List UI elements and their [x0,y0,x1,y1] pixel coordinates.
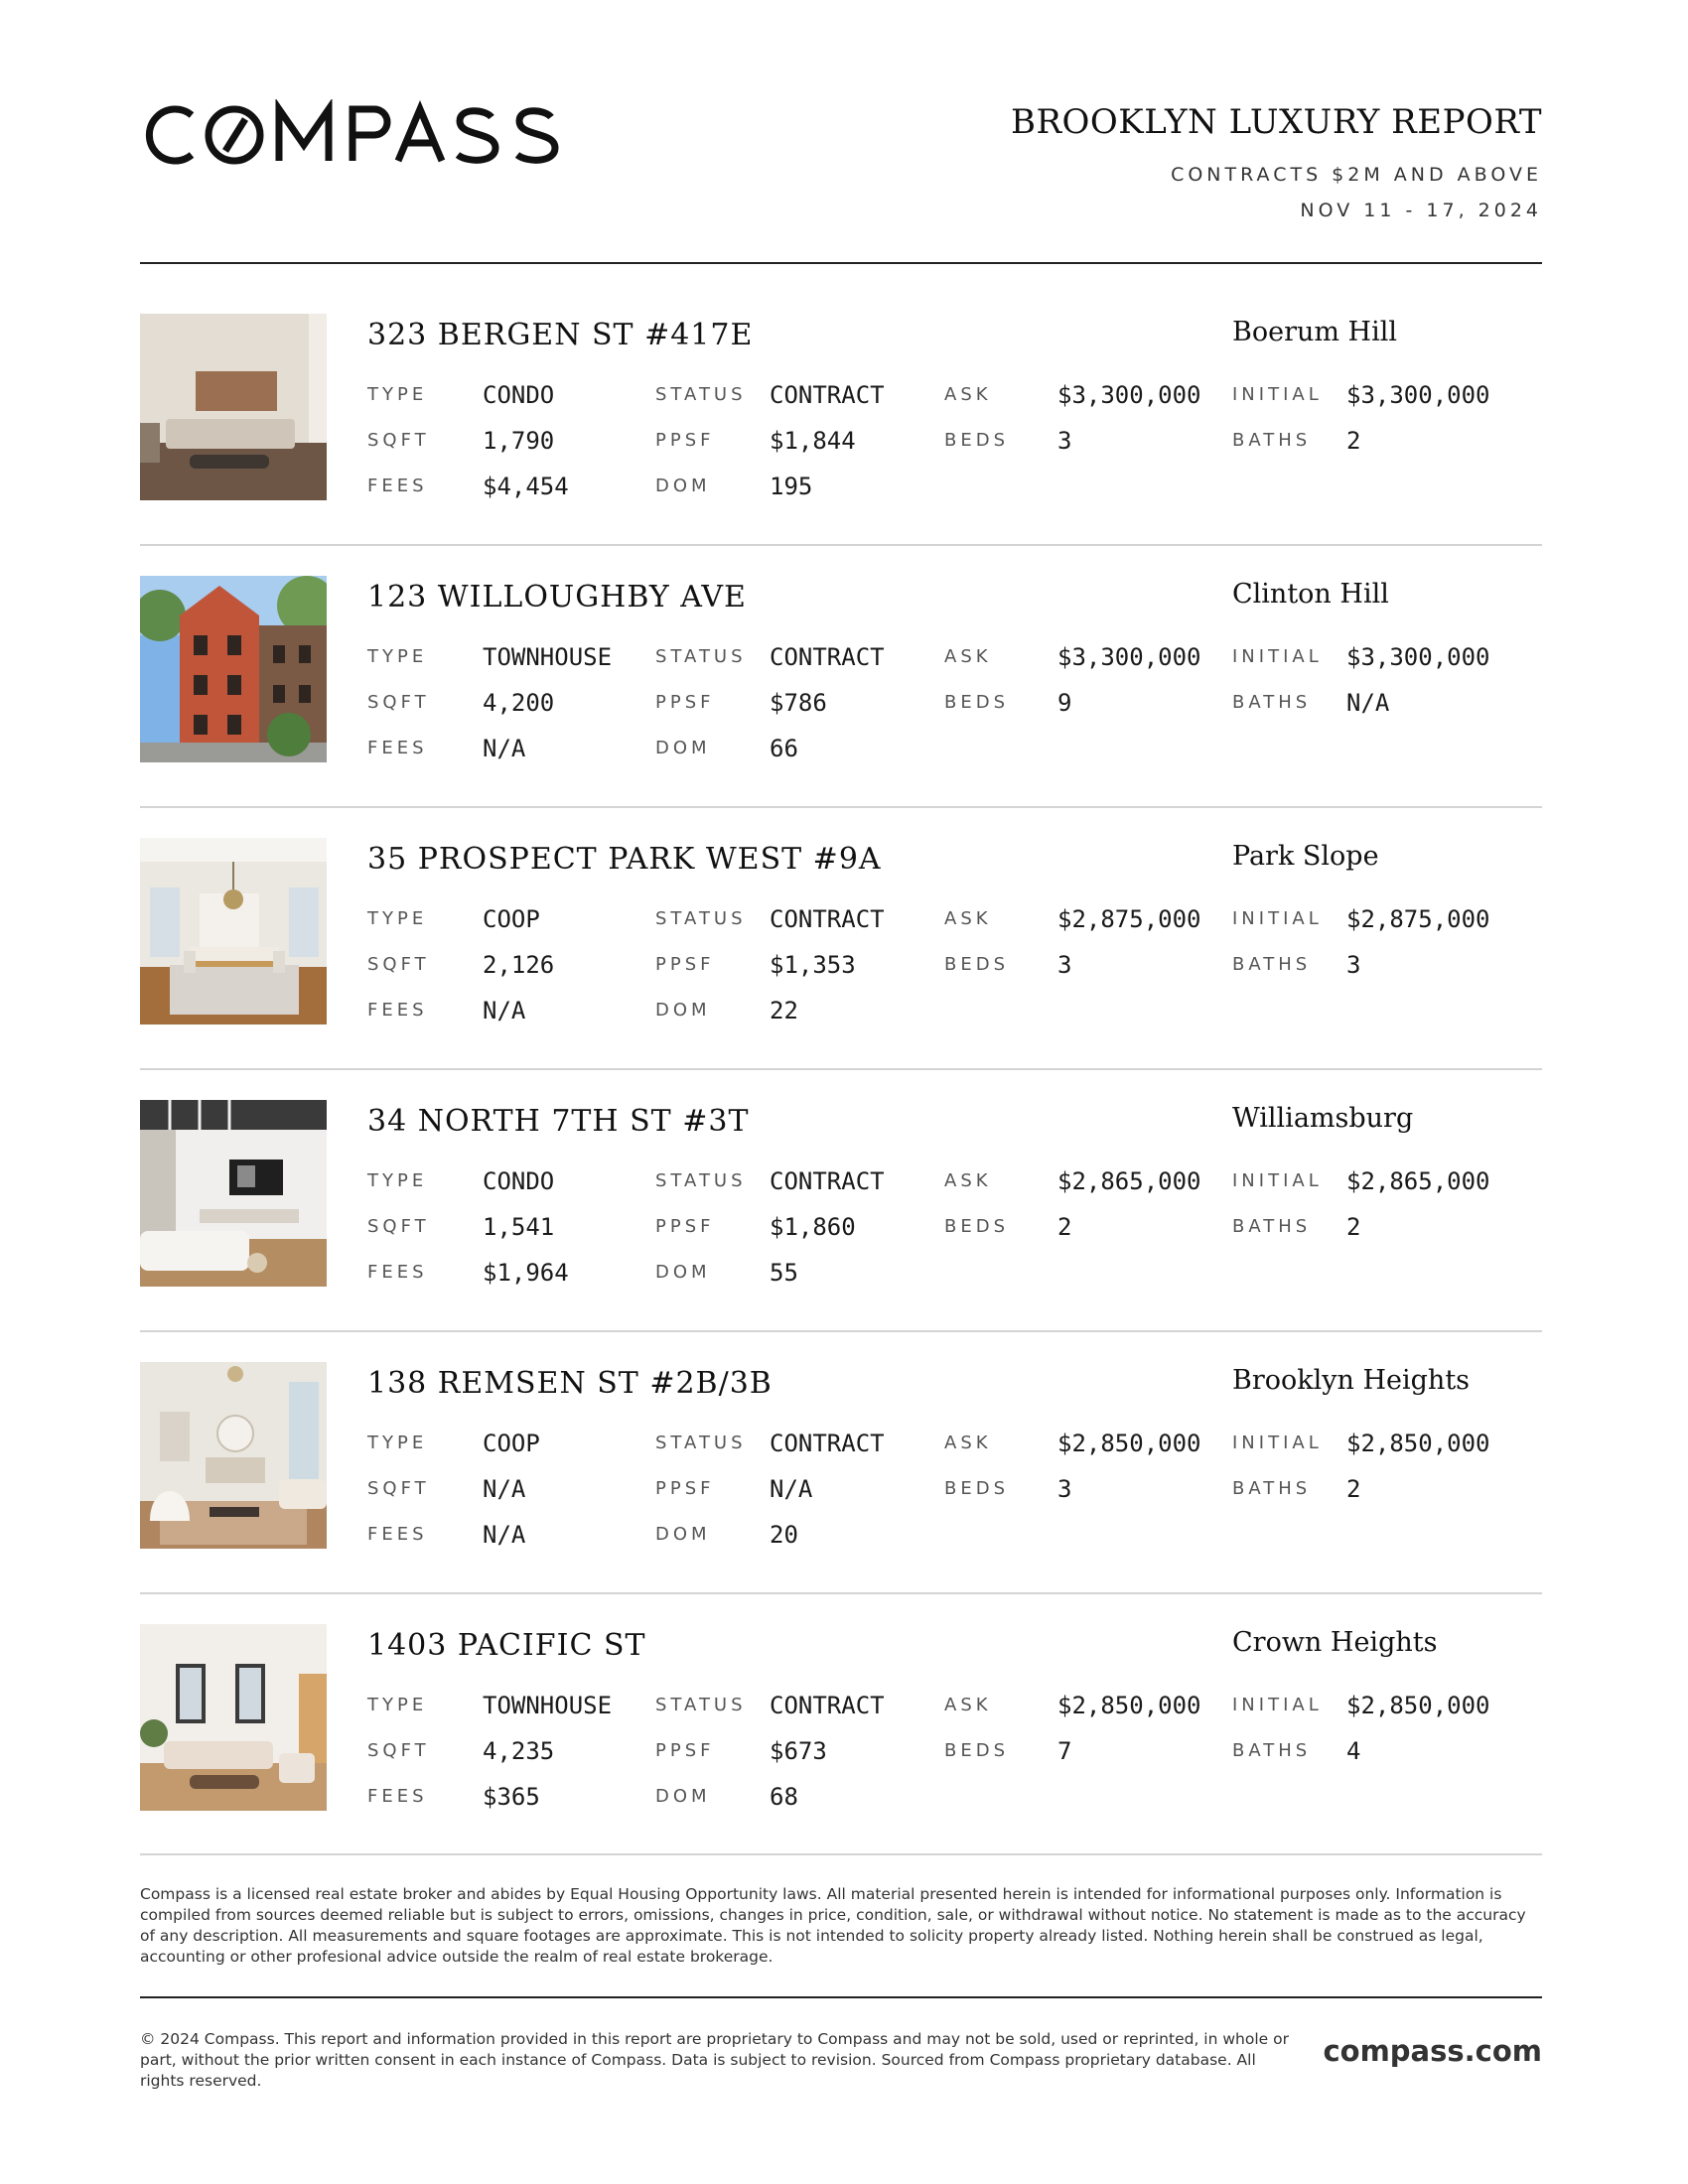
copyright-notice: © 2024 Compass. This report and information provided in this report are proprietary to Compass and may not be sold, used or reprinted, in whole or part, without the prior written consent in each instance of Compass. Data is subject to revision. Sourced from Compass proprietary database. All rights reserved. [140,2030,1289,2090]
type-value: COOP [483,1430,540,1457]
beds-value: 3 [1057,1475,1072,1503]
type-label: TYPE [367,1695,428,1715]
status-value: CONTRACT [770,381,885,409]
initial-value: $2,850,000 [1346,1692,1490,1719]
ask-label: ASK [944,1695,992,1715]
ask-label: ASK [944,908,992,929]
ppsf-label: PPSF [655,1740,715,1761]
report-header [1011,99,1542,222]
listing-row [140,314,1542,576]
type-value: CONDO [483,1167,555,1195]
fees-label: FEES [367,1786,428,1807]
status-value: CONTRACT [770,1692,885,1719]
type-value: TOWNHOUSE [483,643,613,671]
report-date-range: NOV 11 - 17, 2024 [1300,200,1542,221]
listing-neighborhood: Boerum Hill [1232,317,1398,347]
dom-label: DOM [655,1262,711,1283]
row-divider [140,806,1542,808]
footer-divider [140,1853,1542,1855]
dom-label: DOM [655,476,711,496]
beds-label: BEDS [944,1216,1010,1237]
initial-label: INITIAL [1232,1695,1323,1715]
dom-label: DOM [655,1000,711,1021]
listing-neighborhood: Brooklyn Heights [1232,1365,1471,1396]
sqft-label: SQFT [367,954,430,975]
dining-room-photo [140,838,327,1024]
initial-label: INITIAL [1232,908,1323,929]
loft-living-photo [140,1100,327,1287]
ppsf-label: PPSF [655,1478,715,1499]
listing-address: 123 WILLOUGHBY AVE [367,580,747,614]
status-value: CONTRACT [770,905,885,933]
status-label: STATUS [655,1433,747,1453]
row-divider [140,1068,1542,1070]
ppsf-label: PPSF [655,954,715,975]
listings-list [140,314,1542,1886]
beds-label: BEDS [944,954,1010,975]
dom-value: 55 [770,1259,798,1287]
listing-row [140,576,1542,838]
dom-label: DOM [655,1524,711,1545]
ppsf-label: PPSF [655,692,715,713]
dom-label: DOM [655,738,711,758]
dom-value: 195 [770,473,813,500]
living-room-photo [140,314,327,500]
sqft-value: 1,541 [483,1213,555,1241]
ask-label: ASK [944,384,992,405]
status-label: STATUS [655,1695,747,1715]
listing-row [140,838,1542,1100]
row-divider [140,544,1542,546]
dom-value: 68 [770,1783,798,1811]
initial-value: $2,865,000 [1346,1167,1490,1195]
initial-value: $3,300,000 [1346,643,1490,671]
beds-label: BEDS [944,1478,1010,1499]
baths-label: BATHS [1232,1216,1312,1237]
fees-value: $1,964 [483,1259,569,1287]
type-value: CONDO [483,381,555,409]
type-label: TYPE [367,646,428,667]
status-label: STATUS [655,1170,747,1191]
ppsf-value: $1,844 [770,427,856,455]
ppsf-label: PPSF [655,430,715,451]
ppsf-value: $673 [770,1737,827,1765]
listing-row [140,1100,1542,1362]
compass-logo [140,99,567,171]
sqft-label: SQFT [367,1478,430,1499]
footer-divider-bold [140,1996,1542,1998]
dom-value: 22 [770,997,798,1024]
status-label: STATUS [655,908,747,929]
type-label: TYPE [367,1433,428,1453]
listing-address: 35 PROSPECT PARK WEST #9A [367,842,882,877]
listing-row [140,1362,1542,1624]
ask-value: $2,850,000 [1057,1430,1201,1457]
listing-neighborhood: Crown Heights [1232,1627,1438,1658]
fees-label: FEES [367,476,428,496]
type-value: COOP [483,905,540,933]
ask-value: $2,850,000 [1057,1692,1201,1719]
listing-address: 34 NORTH 7TH ST #3T [367,1104,750,1139]
status-label: STATUS [655,384,747,405]
parlor-room-photo [140,1362,327,1549]
sqft-label: SQFT [367,692,430,713]
baths-label: BATHS [1232,1478,1312,1499]
beds-value: 3 [1057,951,1072,979]
beds-label: BEDS [944,1740,1010,1761]
beds-value: 3 [1057,427,1072,455]
ppsf-label: PPSF [655,1216,715,1237]
fees-value: $4,454 [483,473,569,500]
ppsf-value: $1,860 [770,1213,856,1241]
fees-value: $365 [483,1783,540,1811]
sqft-label: SQFT [367,1740,430,1761]
fees-label: FEES [367,1262,428,1283]
listing-address: 1403 PACIFIC ST [367,1628,646,1663]
baths-label: BATHS [1232,954,1312,975]
dom-value: 20 [770,1521,798,1549]
beds-label: BEDS [944,430,1010,451]
initial-label: INITIAL [1232,646,1323,667]
fees-value: N/A [483,735,526,762]
brick-townhouse-photo [140,576,327,762]
initial-label: INITIAL [1232,1170,1323,1191]
legal-disclaimer: Compass is a licensed real estate broker and abides by Equal Housing Opportunity laws. All material presented herein is intended for informational purposes only. Information is compiled from sources deemed reliable but is subject to errors, omissions, changes in price, condition, sale, or withdrawal without notice. No statement is made as to the accuracy of any description. All measurements and square footages are approximate. This is not intended to solicity property already listed. Nothing herein shall be construed as legal, accounting or other profesional advice outside the realm of real estate brokerage. [140,1885,1526,1966]
type-label: TYPE [367,908,428,929]
baths-value: 3 [1346,951,1361,979]
ppsf-value: N/A [770,1475,813,1503]
initial-value: $3,300,000 [1346,381,1490,409]
ppsf-value: $786 [770,689,827,717]
fees-value: N/A [483,1521,526,1549]
baths-label: BATHS [1232,430,1312,451]
row-divider [140,1592,1542,1594]
type-value: TOWNHOUSE [483,1692,613,1719]
website-link[interactable]: compass.com [1323,2034,1542,2068]
baths-value: 2 [1346,427,1361,455]
ask-value: $3,300,000 [1057,381,1201,409]
fees-value: N/A [483,997,526,1024]
fees-label: FEES [367,738,428,758]
dom-label: DOM [655,1786,711,1807]
row-divider [140,1330,1542,1332]
sqft-value: 1,790 [483,427,555,455]
listing-neighborhood: Williamsburg [1232,1103,1414,1134]
sqft-label: SQFT [367,1216,430,1237]
beds-label: BEDS [944,692,1010,713]
townhouse-interior-photo [140,1624,327,1811]
initial-label: INITIAL [1232,384,1323,405]
ask-label: ASK [944,646,992,667]
baths-value: 2 [1346,1213,1361,1241]
type-label: TYPE [367,384,428,405]
sqft-value: 4,235 [483,1737,555,1765]
ask-label: ASK [944,1433,992,1453]
listing-neighborhood: Clinton Hill [1232,579,1389,610]
sqft-label: SQFT [367,430,430,451]
status-value: CONTRACT [770,1430,885,1457]
baths-label: BATHS [1232,692,1312,713]
ppsf-value: $1,353 [770,951,856,979]
report-title: BROOKLYN LUXURY REPORT [1010,102,1542,142]
status-label: STATUS [655,646,747,667]
status-value: CONTRACT [770,643,885,671]
baths-value: 2 [1346,1475,1361,1503]
baths-label: BATHS [1232,1740,1312,1761]
initial-label: INITIAL [1232,1433,1323,1453]
listing-neighborhood: Park Slope [1232,841,1379,872]
listing-address: 138 REMSEN ST #2B/3B [367,1366,773,1401]
ask-value: $2,875,000 [1057,905,1201,933]
fees-label: FEES [367,1000,428,1021]
type-label: TYPE [367,1170,428,1191]
sqft-value: N/A [483,1475,526,1503]
beds-value: 2 [1057,1213,1072,1241]
ask-label: ASK [944,1170,992,1191]
baths-value: N/A [1346,689,1390,717]
baths-value: 4 [1346,1737,1361,1765]
beds-value: 9 [1057,689,1072,717]
dom-value: 66 [770,735,798,762]
listing-row [140,1624,1542,1886]
status-value: CONTRACT [770,1167,885,1195]
report-subtitle: CONTRACTS $2M AND ABOVE [1171,164,1542,186]
ask-value: $2,865,000 [1057,1167,1201,1195]
header-divider [140,262,1542,264]
listing-address: 323 BERGEN ST #417E [367,318,754,352]
sqft-value: 2,126 [483,951,555,979]
beds-value: 7 [1057,1737,1072,1765]
ask-value: $3,300,000 [1057,643,1201,671]
sqft-value: 4,200 [483,689,555,717]
fees-label: FEES [367,1524,428,1545]
initial-value: $2,875,000 [1346,905,1490,933]
initial-value: $2,850,000 [1346,1430,1490,1457]
